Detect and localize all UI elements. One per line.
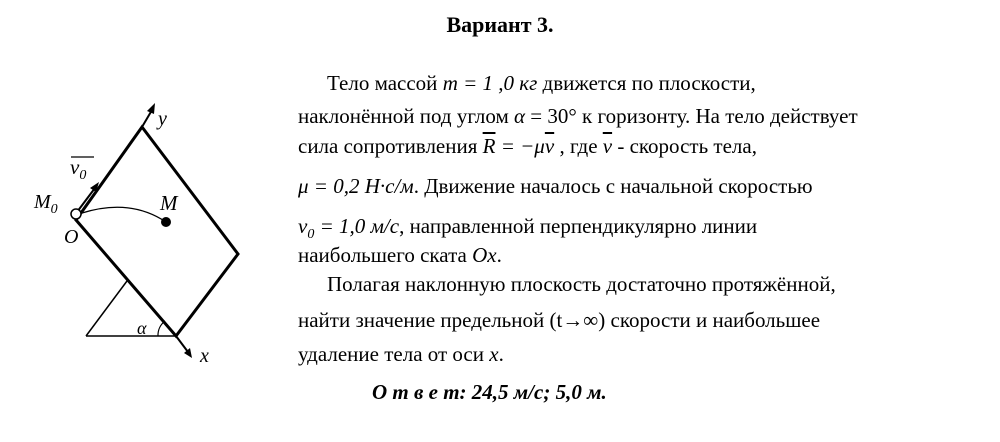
point-m <box>161 217 171 227</box>
x-axis <box>176 336 188 352</box>
problem-line-2: наклонённой под углом α = 30° к горизонту. На тело действует <box>298 104 858 128</box>
problem-line-5: $v_0 = 1,0$ м/с, направленной перпендикулярно линии <box>298 214 758 243</box>
answer-line: О т в е т: 24,5 м/с; 5,0 м. <box>372 380 607 404</box>
problem-line-4: μ = 0,2 Н·с/м. Движение началось с начальной скоростью <box>298 174 813 198</box>
y-axis <box>142 110 152 127</box>
variant-title: Вариант 3. <box>446 12 554 37</box>
label-M0: $M_0$ <box>34 191 58 217</box>
label-M: M <box>160 191 178 215</box>
problem-line-1: Тело массой m = 1 ,0 кг движется по плоскости, <box>327 71 756 95</box>
inclined-plane-diagram <box>0 0 300 442</box>
triangle-side <box>86 281 127 336</box>
label-alpha: α <box>137 318 147 338</box>
point-m0 <box>71 209 81 219</box>
inclined-plane <box>76 127 238 336</box>
label-x: x <box>200 345 209 367</box>
problem-line-9: удаление тела от оси x. <box>298 342 504 366</box>
y-axis-arrowhead <box>147 103 155 114</box>
problem-line-8: найти значение предельной (t→∞) скорости и наибольшее <box>298 308 821 332</box>
problem-line-7: Полагая наклонную плоскость достаточно протяжённой, <box>327 272 836 296</box>
label-v0: $v_0$ <box>70 155 87 183</box>
problem-line-6: наибольшего ската Ox. <box>298 243 502 267</box>
problem-line-3: сила сопротивления $\overline{R} = -\mu\overline{v}$ , где $\overline{v}$ - скорость тела, <box>298 134 757 158</box>
label-O: O <box>64 226 79 248</box>
trajectory-curve <box>82 207 166 222</box>
label-y: y <box>158 108 167 130</box>
